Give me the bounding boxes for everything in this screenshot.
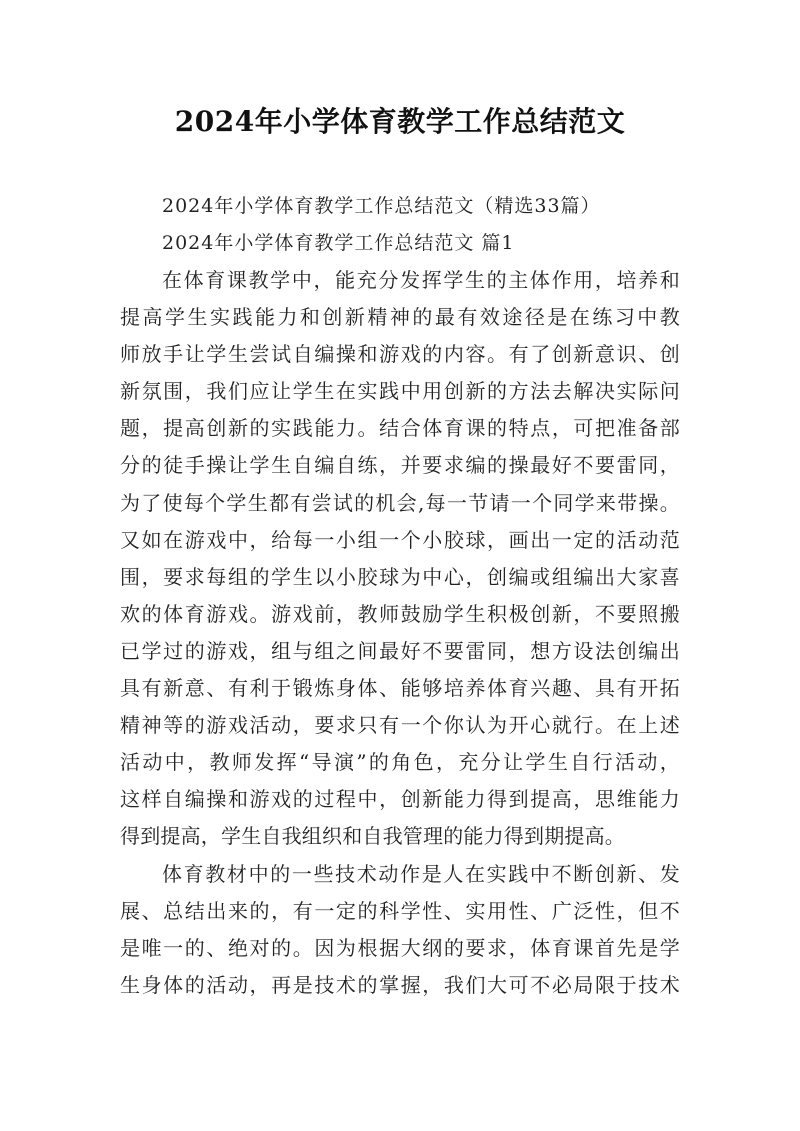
paragraph-line: 体育教材中的一些技术动作是人在实践中不断创新、发 [162,861,680,886]
paragraph-line: 题，提高创新的实践能力。结合体育课的特点，可把准备部 [120,416,680,441]
paragraph-line: 围，要求每组的学生以小胶球为中心，创编或组编出大家喜 [120,564,680,589]
paragraph-line: 分的徒手操让学生自编自练，并要求编的操最好不要雷同， [120,453,680,478]
paragraph-line: 在体育课教学中，能充分发挥学生的主体作用，培养和 [162,268,680,292]
paragraph-line: 精神等的游戏活动，要求只有一个你认为开心就行。在上述 [120,713,680,738]
section-heading: 2024年小学体育教学工作总结范文 篇1 [162,232,515,254]
paragraph-line: 生身体的活动，再是技术的掌握，我们大可不必局限于技术 [120,972,680,997]
paragraph-1 [120,262,680,856]
document-body [120,262,680,1004]
document-title: 2024年小学体育教学工作总结范文 [174,105,626,138]
document-subtitle: 2024年小学体育教学工作总结范文（精选33篇） [162,195,601,217]
paragraph-line: 师放手让学生尝试自编操和游戏的内容。有了创新意识、创 [120,342,680,367]
paragraph-line: 欢的体育游戏。游戏前，教师鼓励学生积极创新，不要照搬 [120,601,680,626]
paragraph-line: 展、总结出来的，有一定的科学性、实用性、广泛性，但不 [120,898,680,923]
paragraph-line: 具有新意、有利于锻炼身体、能够培养体育兴趣、具有开拓 [120,676,680,701]
paragraph-line: 是唯一的、绝对的。因为根据大纲的要求，体育课首先是学 [120,935,680,960]
paragraph-line: 得到提高，学生自我组织和自我管理的能力得到期提高。 [120,824,625,849]
paragraph-2 [120,856,680,1004]
paragraph-line: 已学过的游戏，组与组之间最好不要雷同，想方设法创编出 [120,638,680,663]
paragraph-line: 为了使每个学生都有尝试的机会,每一节请一个同学来带操。 [120,490,680,515]
paragraph-line: 活动中，教师发挥“导演”的角色，充分让学生自行活动， [120,750,680,775]
paragraph-line: 这样自编操和游戏的过程中，创新能力得到提高，思维能力 [120,787,680,812]
paragraph-line: 又如在游戏中，给每一小组一个小胶球，画出一定的活动范 [120,527,680,552]
paragraph-line: 新氛围，我们应让学生在实践中用创新的方法去解决实际问 [120,379,680,404]
paragraph-line: 提高学生实践能力和创新精神的最有效途径是在练习中教 [120,305,680,330]
